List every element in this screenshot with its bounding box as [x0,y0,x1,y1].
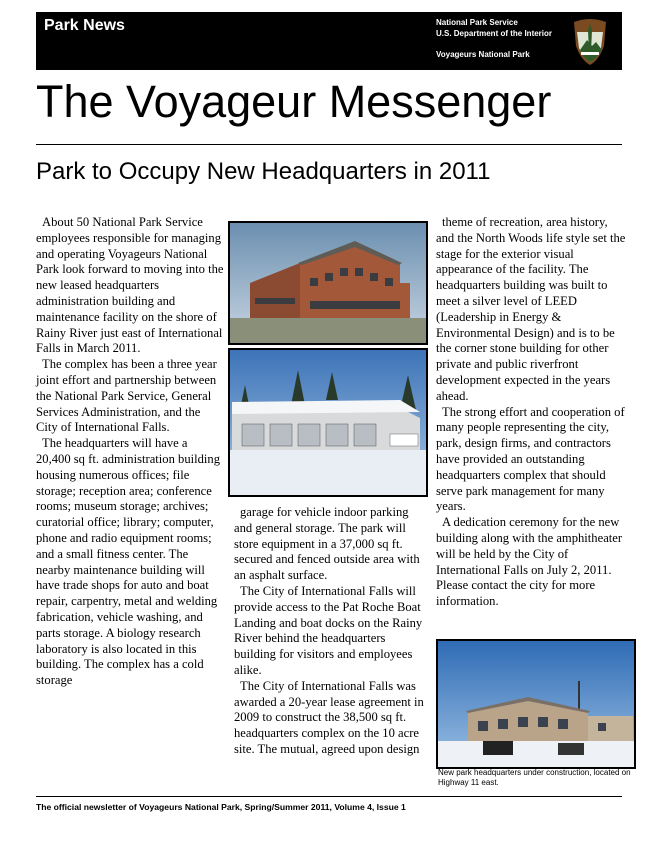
agency-line-1: National Park Service [436,18,518,27]
headquarters-building-image [230,223,426,343]
masthead-rule [36,144,622,145]
paragraph: garage for vehicle indoor parking and general storage. The park will store equipment in a 37,000 sq ft. secured and fenced outside area with an asphalt surface. [234,505,420,583]
photo-caption: New park headquarters under construction, located on Highway 11 east. [438,768,631,787]
newsletter-title: The Voyageur Messenger [36,76,552,127]
footer-rule [36,796,622,797]
construction-photo [436,639,636,769]
headquarters-construction-image [438,641,634,767]
paragraph: theme of recreation, area history, and the North Woods life style set the stage for the exterior visual appearance of the facility. The headquarters building was built to meet a silver level of LEED (Leadership in Energy & Environmental Design) and is to be the corner stone building for other private and public riverfront development expected in the years ahead. [436,215,626,403]
maintenance-garage-photo [228,348,428,497]
article-column-3 [436,215,626,610]
paragraph: The City of International Falls was awarded a 20-year lease agreement in 2009 to construct the 38,500 sq ft. headquarters complex on the 10 acre site. The mutual, agreed upon design [234,678,424,756]
article-column-2 [234,505,424,758]
paragraph: The complex has been a three year joint effort and partnership between the National Park Service, General Services Administration, and the City of International Falls. [36,357,217,435]
agency-name [436,17,552,39]
paragraph: A dedication ceremony for the new building along with the amphitheater will be held by the City of International Falls on July 2, 2011. Please contact the city for more information. [436,515,623,609]
garage-winter-image [230,350,426,495]
paragraph: About 50 National Park Service employees responsible for managing and operating Voyageurs National Park look forward to moving into the new leased headquarters administration building and maintenance facility on the shore of Rainy River just east of International Falls in March 2011. [36,215,224,356]
header-banner [36,12,622,70]
article-headline: Park to Occupy New Headquarters in 2011 [36,158,491,185]
agency-line-2: U.S. Department of the Interior [436,29,553,38]
footer-text: The official newsletter of Voyageurs National Park, Spring/Summer 2011, Volume 4, Issue 1 [36,802,406,812]
paragraph: The headquarters will have a 20,400 sq ft. administration building housing numerous offices; file storage; reception area; conference rooms; museum storage; archives; curatorial office; library; computer, phone and radio equipment rooms; and a small fitness center. The nearby maintenance building will have trade shops for auto and boat repair, carpentry, metal and welding fabrication, vehicle washing, and parts storage. A biology research laboratory is also located in this building. The complex has a cold storage [36,436,220,688]
paragraph: The City of International Falls will provide access to the Pat Roche Boat Landing and boat docks on the Rainy River behind the headquarters building for visitors and employees alike. [234,583,423,677]
headquarters-photo [228,221,428,345]
paragraph: The strong effort and cooperation of many people representing the city, park, design firms, and contractors have provided an outstanding headquarters complex that should serve park management for many years. [436,404,625,514]
section-label: Park News [44,17,125,34]
nps-arrowhead-icon [571,16,609,66]
park-name: Voyageurs National Park [436,50,530,59]
article-column-1 [36,215,224,689]
